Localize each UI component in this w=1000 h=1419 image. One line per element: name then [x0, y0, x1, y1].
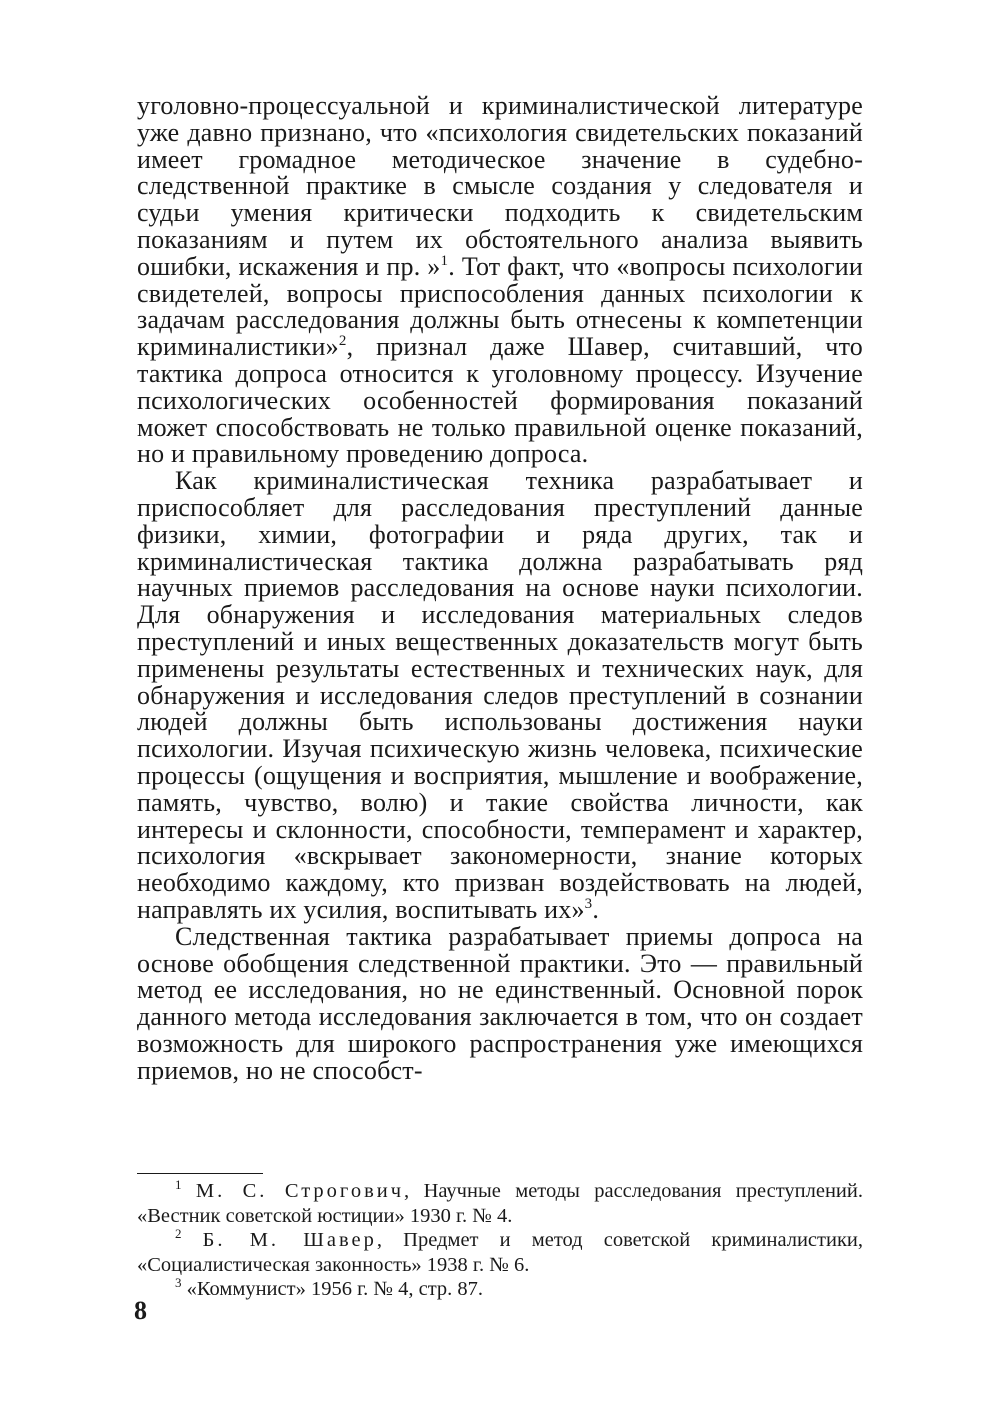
paragraph-1-part-b: . Тот факт, что «вопросы психологии свидетелей, вопросы приспособления данных психологии к задачам расследования должны быть отнесены к компетенции криминалистики»	[137, 251, 864, 362]
page-number: 8	[134, 1296, 147, 1325]
footnote-2	[137, 1228, 863, 1277]
footnote-3-mark: 3	[175, 1275, 182, 1290]
footnote-2-text: , Предмет и метод советской криминалистики, «Социалистическая законность» 1938 г. № 6.	[137, 1229, 864, 1276]
footnote-1	[137, 1179, 863, 1228]
paragraph-2	[137, 468, 863, 924]
footnote-ref-3: 3	[584, 895, 593, 912]
footnote-1-author: М. С. Строгович	[195, 1180, 405, 1202]
footnote-1-text: , Научные методы расследования преступлений. «Вестник советской юстиции» 1930 г. № 4.	[137, 1180, 863, 1227]
paragraph-1	[137, 93, 863, 468]
paragraph-2-part-b: .	[592, 894, 600, 924]
paragraph-1-part-c: , признал даже Шавер, считавший, что тактика допроса относится к уголовному процессу. Изучение психологических особенностей формирования показаний может способствовать не только правильной оценке показаний, но и правильному проведению допроса.	[137, 332, 863, 469]
footnote-2-mark: 2	[175, 1226, 182, 1241]
footnote-divider	[137, 1173, 263, 1174]
footnote-2-author: Б. М. Шавер	[202, 1229, 377, 1251]
footnotes	[137, 1179, 863, 1302]
main-text	[137, 93, 863, 1084]
paragraph-3: Следственная тактика разрабатывает приемы допроса на основе обобщения следственной практики. Это — правильный метод ее исследования, но не единственный. Основной порок данного метода исследования заключается в том, что он создает возможность для широкого распространения уже имеющихся приемов, но не способст-	[137, 921, 863, 1085]
paragraph-2-part-a: Как криминалистическая техника разрабатывает и приспособляет для расследования преступлений данные физики, химии, фотографии и ряда других, так и криминалистическая тактика должна разрабатывать ряд научных приемов расследования на основе науки психологии. Для обнаружения и исследования материальных следов преступлений и иных вещественных доказательств могут быть применены результаты естественных и технических наук, для обнаружения и исследования следов преступлений в сознании людей должны быть использованы достижения науки психологии. Изучая психическую жизнь человека, психические процессы (ощущения и восприятия, мышление и воображение, память, чувство, волю) и такие свойства личности, как интересы и склонности, способности, темперамент и характер, психология «вскрывает закономерности, знание которых необходимо каждому, кто призван воздействовать на людей, направлять их усилия, воспитывать их»	[137, 466, 863, 924]
footnote-1-mark: 1	[175, 1177, 182, 1192]
footnote-3	[137, 1277, 863, 1302]
footnote-3-text: «Коммунист» 1956 г. № 4, стр. 87.	[186, 1278, 484, 1300]
paragraph-1-part-a: уголовно-процессуальной и криминалистической литературе уже давно признано, что «психология свидетельских показаний имеет громадное методическое значение в судебно-следственной практике в смысле создания у следователя и судьи умения критически подходить к свидетельским показаниям и путем их обстоятельного анализа выявить ошибки, искажения и пр. »	[137, 91, 863, 281]
footnote-ref-2: 2	[338, 333, 347, 350]
footnote-ref-1: 1	[440, 252, 449, 269]
